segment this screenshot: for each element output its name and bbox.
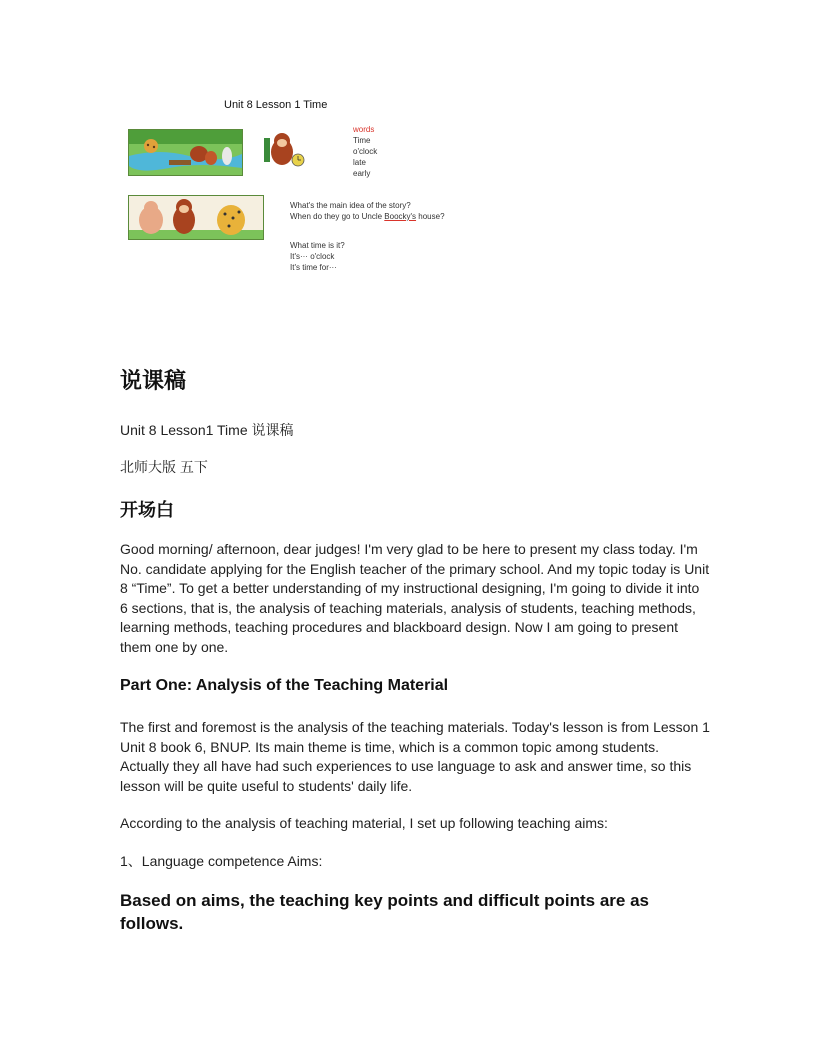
- part-one-paragraph: The first and foremost is the analysis of the teaching materials. Today's lesson is from Lesson 1 Unit 8 book 6, BNUP. Its main theme is time, which is a common topic among students. Actually they all have had such experiences to use language to ask and answer time, so this lesson will be quite useful to students' daily life.: [120, 719, 710, 794]
- word-item: late: [353, 158, 366, 167]
- slide-title: Unit 8 Lesson 1 Time: [224, 99, 328, 111]
- word-item: early: [353, 169, 371, 178]
- aims-intro: According to the analysis of teaching material, I set up following teaching aims:: [120, 815, 608, 831]
- pattern-item: It's time for···: [290, 263, 337, 272]
- opening-heading: 开场白: [120, 500, 174, 521]
- edition-line: 北师大版 五下: [120, 459, 208, 475]
- river-scene-illustration: [129, 130, 242, 175]
- underlined-name: Boocky's: [384, 212, 417, 221]
- aim-item-1: 1、Language competence Aims:: [120, 853, 323, 869]
- words-header: words: [353, 125, 375, 134]
- part-one-heading: Part One: Analysis of the Teaching Material: [120, 677, 449, 694]
- opening-paragraph: Good morning/ afternoon, dear judges! I'm very glad to be here to present my class today. I'm No. candidate applying for the English teacher of the primary school. And my topic today is Unit 8 “Time”. To get a better understanding of my instructional designing, I'm going to divide it into 6 sections, that is, the analysis of teaching materials, analysis of students, teaching methods, learning methods, teaching procedures and blackboard design. Now I am going to present them one by one.: [120, 541, 710, 655]
- question-when: When do they go to Uncle Boocky's house?: [290, 212, 445, 221]
- document-subtitle: Unit 8 Lesson1 Time 说课稿: [120, 422, 294, 438]
- story-picture-river: [128, 129, 243, 176]
- monkey-clock-illustration: [258, 130, 306, 170]
- question-main-idea: What's the main idea of the story?: [290, 201, 411, 210]
- word-item: o'clock: [353, 147, 378, 156]
- story-picture-characters: [128, 195, 264, 240]
- lesson-slide: [120, 92, 480, 282]
- vocabulary-list: [353, 124, 377, 179]
- word-item: Time: [353, 136, 371, 145]
- key-points-heading: Based on aims, the teaching key points and difficult points are as follows.: [120, 891, 650, 933]
- story-questions: [290, 200, 445, 222]
- pattern-item: What time is it?: [290, 241, 345, 250]
- document-title: 说课稿: [120, 369, 187, 394]
- sentence-patterns: [290, 240, 345, 273]
- characters-illustration: [129, 196, 263, 239]
- story-picture-monkey-clock: [258, 130, 306, 170]
- pattern-item: It's··· o'clock: [290, 252, 335, 261]
